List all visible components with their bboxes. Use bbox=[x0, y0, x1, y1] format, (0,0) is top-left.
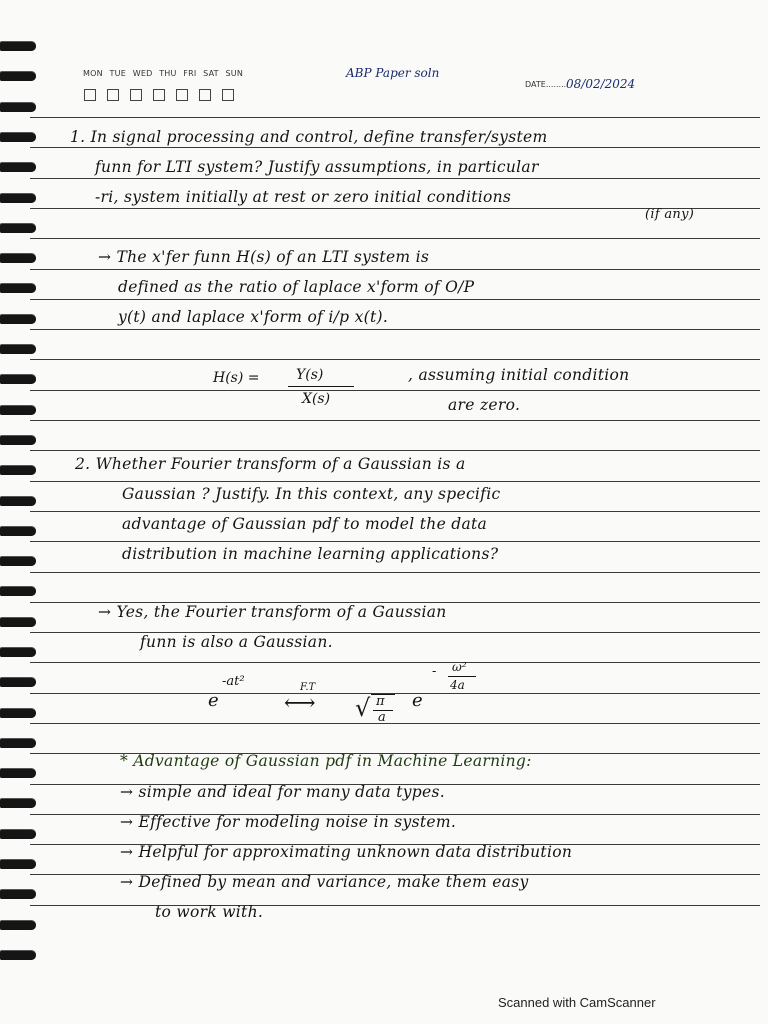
spiral-coil bbox=[0, 315, 36, 324]
ruled-line bbox=[30, 541, 760, 542]
a1-line-2: defined as the ratio of laplace x'form of O/P bbox=[118, 278, 475, 296]
ruled-line bbox=[30, 359, 760, 360]
spiral-coil bbox=[0, 72, 36, 81]
ruled-line bbox=[30, 178, 760, 179]
spiral-coil bbox=[0, 284, 36, 293]
q2-line-3: advantage of Gaussian pdf to model the data bbox=[122, 515, 488, 533]
a2-line-1: → Yes, the Fourier transform of a Gaussian bbox=[98, 603, 447, 621]
spiral-coil bbox=[0, 42, 36, 51]
a1-eq-denominator: X(s) bbox=[302, 391, 331, 407]
weekday-sun: SUN bbox=[225, 69, 244, 78]
weekday-box bbox=[199, 89, 211, 101]
a2-eq-pi: π bbox=[376, 694, 385, 709]
ruled-line bbox=[30, 511, 760, 512]
weekday-box bbox=[222, 89, 234, 101]
a1-eq-note-1: , assuming initial condition bbox=[408, 366, 630, 384]
ruled-line bbox=[30, 481, 760, 482]
weekday-sat: SAT bbox=[203, 69, 219, 78]
weekday-box bbox=[130, 89, 142, 101]
spiral-coil bbox=[0, 709, 36, 718]
a2-eq-exp-base-1: e bbox=[208, 690, 219, 711]
a2-eq-exponent-2-num: ω² bbox=[452, 660, 467, 674]
weekday-fri: FRI bbox=[183, 69, 197, 78]
spiral-binding bbox=[0, 30, 40, 960]
spiral-coil bbox=[0, 648, 36, 657]
spiral-coil bbox=[0, 739, 36, 748]
spiral-coil bbox=[0, 163, 36, 172]
spiral-coil bbox=[0, 375, 36, 384]
q1-line-1: 1. In signal processing and control, define transfer/system bbox=[70, 128, 548, 146]
a1-eq-fraction-bar bbox=[288, 386, 354, 387]
spiral-coil bbox=[0, 254, 36, 263]
a1-eq-note-2: are zero. bbox=[448, 396, 521, 414]
spiral-coil bbox=[0, 799, 36, 808]
spiral-coil bbox=[0, 406, 36, 415]
weekday-box bbox=[84, 89, 96, 101]
a2-eq-ft-label: F.T bbox=[300, 682, 316, 693]
ruled-line bbox=[30, 117, 760, 118]
ruled-line bbox=[30, 693, 760, 694]
spiral-coil bbox=[0, 557, 36, 566]
ruled-line bbox=[30, 299, 760, 300]
spiral-coil bbox=[0, 133, 36, 142]
a2-line-2: funn is also a Gaussian. bbox=[140, 633, 333, 651]
ruled-line bbox=[30, 238, 760, 239]
q2-line-4: distribution in machine learning applications? bbox=[122, 545, 499, 563]
a1-line-1: → The x'fer funn H(s) of an LTI system is bbox=[98, 248, 430, 266]
weekday-mon: MON bbox=[83, 69, 103, 78]
a2-eq-ft-arrow: ⟷ bbox=[284, 691, 316, 716]
spiral-coil bbox=[0, 678, 36, 687]
a2-eq-a: a bbox=[378, 710, 386, 725]
date-value: 08/02/2024 bbox=[566, 77, 636, 91]
advantage-item-1: → simple and ideal for many data types. bbox=[120, 783, 445, 801]
spiral-coil bbox=[0, 345, 36, 354]
a2-eq-exponent-2-den: 4a bbox=[450, 678, 465, 692]
spiral-coil bbox=[0, 921, 36, 930]
q1-line-3: -ri, system initially at rest or zero initial conditions bbox=[95, 188, 512, 206]
advantage-item-4: → Defined by mean and variance, make them easy bbox=[120, 873, 529, 891]
ruled-line bbox=[30, 269, 760, 270]
a2-eq-exp-base-2: e bbox=[412, 690, 423, 711]
ruled-line bbox=[30, 329, 760, 330]
spiral-coil bbox=[0, 951, 36, 960]
advantage-item-2: → Effective for modeling noise in system. bbox=[120, 813, 457, 831]
q2-line-1: 2. Whether Fourier transform of a Gaussian is a bbox=[75, 455, 466, 473]
spiral-coil bbox=[0, 618, 36, 627]
weekday-thu: THU bbox=[159, 69, 177, 78]
q1-line-4: (if any) bbox=[645, 207, 695, 222]
a2-eq-exponent-2-bar bbox=[448, 676, 476, 677]
advantage-item-4-continued: to work with. bbox=[155, 903, 264, 921]
q2-line-2: Gaussian ? Justify. In this context, any specific bbox=[122, 485, 501, 503]
a2-eq-sqrt-sign: √ bbox=[355, 694, 371, 722]
a2-eq-minus: - bbox=[432, 664, 437, 679]
advantage-heading: * Advantage of Gaussian pdf in Machine Learning: bbox=[120, 752, 532, 770]
weekday-box bbox=[153, 89, 165, 101]
advantage-item-3: → Helpful for approximating unknown data distribution bbox=[120, 843, 573, 861]
scanner-watermark: Scanned with CamScanner bbox=[498, 995, 656, 1010]
spiral-coil bbox=[0, 890, 36, 899]
weekday-tue: TUE bbox=[109, 69, 126, 78]
ruled-line bbox=[30, 450, 760, 451]
weekday-box bbox=[176, 89, 188, 101]
spiral-coil bbox=[0, 103, 36, 112]
spiral-coil bbox=[0, 830, 36, 839]
ruled-line bbox=[30, 390, 760, 391]
weekday-checkboxes bbox=[84, 86, 245, 105]
spiral-coil bbox=[0, 497, 36, 506]
ruled-line bbox=[30, 723, 760, 724]
spiral-coil bbox=[0, 769, 36, 778]
q1-line-2: funn for LTI system? Justify assumptions, in particular bbox=[95, 158, 539, 176]
spiral-coil bbox=[0, 194, 36, 203]
spiral-coil bbox=[0, 527, 36, 536]
spiral-coil bbox=[0, 587, 36, 596]
spiral-coil bbox=[0, 466, 36, 475]
a1-line-3: y(t) and laplace x'form of i/p x(t). bbox=[118, 308, 389, 326]
a1-eq-numerator: Y(s) bbox=[296, 367, 324, 383]
ruled-line bbox=[30, 420, 760, 421]
spiral-coil bbox=[0, 860, 36, 869]
ruled-line bbox=[30, 147, 760, 148]
weekday-box bbox=[107, 89, 119, 101]
weekday-wed: WED bbox=[132, 69, 153, 78]
a1-eq-lhs: H(s) = bbox=[213, 370, 260, 386]
spiral-coil bbox=[0, 224, 36, 233]
ruled-line bbox=[30, 905, 760, 906]
weekday-row bbox=[83, 69, 247, 78]
ruled-line bbox=[30, 572, 760, 573]
ruled-line bbox=[30, 662, 760, 663]
date-label: DATE........ bbox=[525, 80, 567, 89]
spiral-coil bbox=[0, 436, 36, 445]
a2-eq-exponent-1: -at² bbox=[222, 674, 245, 689]
page-title: ABP Paper soln bbox=[346, 66, 440, 80]
